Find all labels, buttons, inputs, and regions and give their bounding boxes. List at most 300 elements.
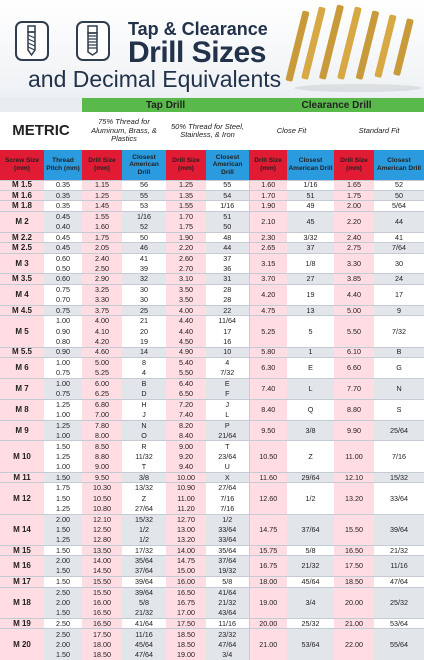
tap-50-drill-cell: 13.00 xyxy=(166,524,206,534)
tap-75-american-cell: 14 xyxy=(122,347,166,357)
tap-75-drill-cell: 10.30 xyxy=(82,483,122,493)
tap-50-american-cell: 44 xyxy=(206,243,249,253)
tap-75-drill-cell: 12.10 xyxy=(82,514,122,524)
screw-size-cell: M 9 xyxy=(0,420,44,441)
tap-75-american-cell: 39 xyxy=(140,263,148,273)
close-fit-american-cell: 45/64 xyxy=(287,577,334,587)
tap-50-drill-cell: 1.75 xyxy=(166,222,206,232)
thread-pitch-cell: 0.35 xyxy=(44,201,82,211)
screw-size-cell: M 2.5 xyxy=(0,243,44,253)
tap-75-american-cell: 53 xyxy=(122,201,166,211)
screw-size-cell: M 10 xyxy=(0,441,44,472)
close-fit-american-cell: E xyxy=(287,357,334,378)
tap-75-drill-cell: 8.50 xyxy=(82,441,122,451)
close-fit-american-cell: 21/32 xyxy=(287,556,334,577)
tap-50-american-cell: 11/16 xyxy=(206,618,249,628)
screw-size-cell: M 12 xyxy=(0,483,44,514)
tap-50-drill-cell: 18.50 xyxy=(166,639,206,649)
tap-50-drill-cell: 4.00 xyxy=(166,305,206,315)
tap-75-drill-cell: 10.80 xyxy=(82,504,122,514)
screw-size-cell: M 11 xyxy=(0,472,44,482)
standard-fit-american-cell: 41 xyxy=(374,232,424,242)
tap-75-american-cell: 39/64 xyxy=(122,577,166,587)
tap-75-american-cell: 35/64 xyxy=(122,556,166,566)
thread-pitch-cell: 1.00 xyxy=(56,430,70,440)
tap-50-american-cell: 50 xyxy=(223,221,232,231)
standard-fit-american-cell: 50 xyxy=(374,190,424,200)
tap-50-american-cell: 33/64 xyxy=(218,524,237,534)
screw-size-cell: M 17 xyxy=(0,577,44,587)
standard-fit-american-cell: 17 xyxy=(374,284,424,305)
tap-75-drill-cell: 12.80 xyxy=(82,535,122,545)
tap-50-american-cell: 54 xyxy=(206,190,249,200)
standard-fit-american-cell: 52 xyxy=(374,180,424,190)
thread-pitch-cell: 0.35 xyxy=(44,180,82,190)
tap-50-drill-cell: 7.40 xyxy=(166,410,206,420)
thread-pitch-cell: 1.25 xyxy=(56,535,70,545)
tap-50-american-cell: 7/16 xyxy=(220,503,235,513)
tap-75-drill-cell: 4.20 xyxy=(82,337,122,347)
thread-pitch-cell: 0.70 xyxy=(56,295,70,305)
thread-pitch-cell: 1.50 xyxy=(44,577,82,587)
standard-fit-drill-cell: 20.00 xyxy=(334,587,374,618)
tap-50-drill-cell: 11.00 xyxy=(166,493,206,503)
standard-fit-drill-cell: 1.65 xyxy=(334,180,374,190)
tap-75-american-cell: 37/64 xyxy=(135,566,153,576)
tap-50-drill-cell: 4.40 xyxy=(166,326,206,336)
tap-50-american-cell: 31 xyxy=(206,274,249,284)
standard-fit-drill-cell: 2.40 xyxy=(334,232,374,242)
thread-pitch-cell: 0.90 xyxy=(44,347,82,357)
close-fit-american-cell: 19 xyxy=(287,284,334,305)
close-fit-american-cell: 37/64 xyxy=(287,514,334,545)
screw-size-cell: M 4.5 xyxy=(0,305,44,315)
tap-75-label: 75% Thread for Aluminum, Brass, & Plastics xyxy=(82,112,166,150)
tap-75-american-cell: 13/32 xyxy=(122,483,166,493)
tap-50-american-cell: 27/64 xyxy=(206,483,249,493)
close-fit-drill-cell: 12.60 xyxy=(249,483,287,514)
thread-pitch-cell: 0.75 xyxy=(44,305,82,315)
table-row xyxy=(0,577,424,587)
standard-fit-american-cell: G xyxy=(374,357,424,378)
thread-pitch-cell: 1.50 xyxy=(56,524,70,534)
thread-pitch-cell: 0.45 xyxy=(44,211,82,221)
tap-50-american-cell: 23/32 xyxy=(206,629,249,639)
close-fit-american-cell: 3/8 xyxy=(287,420,334,441)
screw-size-cell: M 5.5 xyxy=(0,347,44,357)
tap-50-drill-cell: 1.35 xyxy=(166,190,206,200)
close-fit-american-cell: Z xyxy=(287,441,334,472)
col-closest-american-std: Closest American Drill xyxy=(374,150,424,180)
thread-pitch-cell: 1.50 xyxy=(44,545,82,555)
tap-50-american-cell: 37/64 xyxy=(206,556,249,566)
close-fit-drill-cell: 1.60 xyxy=(249,180,287,190)
tap-50-drill-cell: 14.00 xyxy=(166,545,206,555)
thread-pitch-cell: 1.50 xyxy=(44,441,82,451)
close-fit-drill-cell: 20.00 xyxy=(249,618,287,628)
standard-fit-american-cell: S xyxy=(374,399,424,420)
tap-50-american-cell: J xyxy=(206,399,249,409)
tap-75-drill-cell: 3.30 xyxy=(82,295,122,305)
standard-fit-american-cell: 25/64 xyxy=(374,420,424,441)
tap-75-drill-cell: 1.45 xyxy=(82,201,122,211)
tap-50-american-cell: F xyxy=(225,388,230,398)
tap-50-drill-cell: 3.50 xyxy=(166,284,206,294)
tap-75-american-cell: D xyxy=(141,388,147,398)
tap-50-american-cell: 17 xyxy=(223,326,232,336)
tap-75-american-cell: 4 xyxy=(142,368,146,378)
table-body xyxy=(0,180,424,660)
tap-50-american-cell: 41/64 xyxy=(206,587,249,597)
close-fit-american-cell: 53/64 xyxy=(287,629,334,660)
tap-50-american-cell: 51 xyxy=(206,211,249,221)
table-row xyxy=(0,305,424,315)
tap-50-drill-cell: 9.20 xyxy=(166,451,206,461)
tap-75-american-cell: 45/64 xyxy=(135,639,153,649)
close-fit-drill-cell: 2.65 xyxy=(249,243,287,253)
table-row xyxy=(0,201,424,211)
tap-50-drill-cell: 7.20 xyxy=(166,399,206,409)
standard-fit-american-cell: 30 xyxy=(374,253,424,274)
tap-50-american-cell: 21/64 xyxy=(218,430,237,440)
close-fit-american-cell: 1 xyxy=(287,347,334,357)
tap-50-drill-cell: 1.25 xyxy=(166,180,206,190)
standard-fit-drill-cell: 8.80 xyxy=(334,399,374,420)
standard-fit-american-cell: 47/64 xyxy=(374,577,424,587)
close-fit-drill-cell: 16.75 xyxy=(249,556,287,577)
thread-pitch-cell: 2.50 xyxy=(44,629,82,639)
tap-50-american-cell: 3/4 xyxy=(222,650,233,660)
tap-75-american-cell: 30 xyxy=(122,284,166,294)
tap-75-american-cell: 15/32 xyxy=(122,514,166,524)
tap-50-drill-cell: 12.70 xyxy=(166,514,206,524)
thread-pitch-cell: 1.00 xyxy=(44,378,82,388)
tap-50-drill-cell: 2.60 xyxy=(166,253,206,263)
col-thread-pitch: Thread Pitch (mm) xyxy=(44,150,82,180)
standard-fit-drill-cell: 2.75 xyxy=(334,243,374,253)
screw-size-cell: M 7 xyxy=(0,378,44,399)
thread-pitch-cell: 2.00 xyxy=(56,597,70,607)
col-drill-size-75: Drill Size (mm) xyxy=(82,150,122,180)
standard-fit-drill-cell: 11.00 xyxy=(334,441,374,472)
thread-pitch-cell: 0.75 xyxy=(44,284,82,294)
tap-75-american-cell: 20 xyxy=(140,326,148,336)
tap-50-american-cell: 11/64 xyxy=(206,316,249,326)
tap-50-american-cell: 48 xyxy=(206,232,249,242)
table-row xyxy=(0,284,424,294)
standard-fit-american-cell: N xyxy=(374,378,424,399)
tap-75-american-cell: B xyxy=(122,378,166,388)
tap-75-american-cell: H xyxy=(122,399,166,409)
tap-75-drill-cell: 5.25 xyxy=(82,368,122,378)
col-screw-size: Screw Size (mm) xyxy=(0,150,44,180)
tap-75-american-cell: O xyxy=(141,430,147,440)
table-row xyxy=(0,316,424,326)
standard-fit-drill-cell: 5.50 xyxy=(334,316,374,347)
screw-size-cell: M 4 xyxy=(0,284,44,305)
thread-pitch-cell: 1.00 xyxy=(56,409,70,419)
close-fit-drill-cell: 5.80 xyxy=(249,347,287,357)
screw-size-cell: M 14 xyxy=(0,514,44,545)
tap-75-american-cell: 50 xyxy=(122,232,166,242)
standard-fit-drill-cell: 2.00 xyxy=(334,201,374,211)
close-fit-drill-cell: 7.40 xyxy=(249,378,287,399)
tap-50-drill-cell: 8.20 xyxy=(166,420,206,430)
tap-75-drill-cell: 4.10 xyxy=(82,326,122,336)
tap-75-american-cell: 27/64 xyxy=(135,503,153,513)
tap-75-american-cell: 39/64 xyxy=(122,587,166,597)
tap-75-american-cell: 56 xyxy=(122,180,166,190)
thread-pitch-cell: 0.75 xyxy=(56,368,70,378)
tap-75-american-cell: 41/64 xyxy=(122,618,166,628)
thread-pitch-cell: 2.00 xyxy=(56,639,70,649)
tap-50-american-cell: 55 xyxy=(206,180,249,190)
col-closest-american-75: Closest American Drill xyxy=(122,150,166,180)
tap-75-drill-cell: 5.00 xyxy=(82,357,122,367)
tap-50-drill-cell: 18.50 xyxy=(166,629,206,639)
tap-75-american-cell: 46 xyxy=(122,243,166,253)
table-row xyxy=(0,357,424,367)
thread-pitch-cell: 0.60 xyxy=(44,274,82,284)
close-fit-drill-cell: 3.15 xyxy=(249,253,287,274)
close-fit-american-cell: L xyxy=(287,378,334,399)
tap-75-drill-cell: 1.55 xyxy=(82,211,122,221)
screw-size-cell: M 3 xyxy=(0,253,44,274)
close-fit-drill-cell: 3.70 xyxy=(249,274,287,284)
tap-50-drill-cell: 4.50 xyxy=(166,337,206,347)
thread-pitch-cell: 0.60 xyxy=(44,253,82,263)
tap-50-drill-cell: 17.50 xyxy=(166,618,206,628)
tap-75-american-cell: 1/2 xyxy=(139,535,149,545)
tap-75-american-cell: 55 xyxy=(122,190,166,200)
tap-75-drill-cell: 2.50 xyxy=(82,264,122,274)
tap-75-drill-cell: 1.75 xyxy=(82,232,122,242)
standard-fit-american-cell: 15/32 xyxy=(374,472,424,482)
tap-75-drill-cell: 1.60 xyxy=(82,222,122,232)
standard-fit-american-cell: 9 xyxy=(374,305,424,315)
standard-fit-american-cell: 7/16 xyxy=(374,441,424,472)
tap-50-drill-cell: 10.00 xyxy=(166,472,206,482)
thread-pitch-cell: 1.25 xyxy=(56,451,70,461)
tap-50-american-cell: 47/64 xyxy=(218,639,237,649)
thread-pitch-cell: 2.00 xyxy=(44,556,82,566)
standard-fit-label: Standard Fit xyxy=(334,112,424,150)
tap-75-drill-cell: 16.00 xyxy=(82,598,122,608)
standard-fit-drill-cell: 4.40 xyxy=(334,284,374,305)
standard-fit-drill-cell: 15.50 xyxy=(334,514,374,545)
tap-75-drill-cell: 15.50 xyxy=(82,577,122,587)
table-row xyxy=(0,274,424,284)
close-fit-drill-cell: 11.60 xyxy=(249,472,287,482)
tap-50-american-cell: E xyxy=(206,378,249,388)
thread-pitch-cell: 0.90 xyxy=(56,326,70,336)
close-fit-american-cell: 5/8 xyxy=(287,545,334,555)
tap-50-drill-cell: 2.20 xyxy=(166,243,206,253)
standard-fit-american-cell: 39/64 xyxy=(374,514,424,545)
tap-50-american-cell: U xyxy=(224,462,230,472)
tap-50-american-cell: 5/8 xyxy=(206,577,249,587)
tap-50-drill-cell: 4.40 xyxy=(166,316,206,326)
tap-50-drill-cell: 8.40 xyxy=(166,431,206,441)
close-fit-drill-cell: 1.90 xyxy=(249,201,287,211)
tap-50-american-cell: X xyxy=(206,472,249,482)
close-fit-american-cell: 1/2 xyxy=(287,483,334,514)
tap-50-american-cell: L xyxy=(225,409,230,419)
tap-50-american-cell: 16 xyxy=(223,336,232,346)
tap-50-american-cell: 22 xyxy=(206,305,249,315)
close-fit-drill-cell: 2.30 xyxy=(249,232,287,242)
tap-75-american-cell: 3/8 xyxy=(122,472,166,482)
close-fit-label: Close Fit xyxy=(249,112,334,150)
tap-75-drill-cell: 9.50 xyxy=(82,472,122,482)
table-row xyxy=(0,483,424,493)
tap-75-drill-cell: 14.00 xyxy=(82,556,122,566)
tap-75-american-cell: N xyxy=(122,420,166,430)
standard-fit-drill-cell: 21.00 xyxy=(334,618,374,628)
tap-50-american-cell: 21/32 xyxy=(218,597,237,607)
tap-75-drill-cell: 3.25 xyxy=(82,284,122,294)
thread-pitch-cell: 0.40 xyxy=(56,221,70,231)
title-line-3: and Decimal Equivalents xyxy=(28,66,282,92)
title-line-2: Drill Sizes xyxy=(128,36,266,69)
tap-50-drill-cell: 16.50 xyxy=(166,587,206,597)
standard-fit-american-cell: 53/64 xyxy=(374,618,424,628)
tap-50-drill-cell: 2.70 xyxy=(166,264,206,274)
tap-75-drill-cell: 14.50 xyxy=(82,566,122,576)
tap-75-american-cell: 25 xyxy=(122,305,166,315)
tap-50-drill-cell: 4.90 xyxy=(166,347,206,357)
close-fit-drill-cell: 19.00 xyxy=(249,587,287,618)
close-fit-american-cell: 25/32 xyxy=(287,618,334,628)
tap-50-american-cell: 23/64 xyxy=(218,451,237,461)
tap-50-american-cell: 19/32 xyxy=(218,566,237,576)
screw-size-cell: M 19 xyxy=(0,618,44,628)
standard-fit-drill-cell: 3.85 xyxy=(334,274,374,284)
tap-50-drill-cell: 5.40 xyxy=(166,357,206,367)
tap-75-drill-cell: 18.00 xyxy=(82,639,122,649)
thread-pitch-cell: 0.80 xyxy=(56,336,70,346)
close-fit-american-cell: 29/64 xyxy=(287,472,334,482)
tap-75-drill-cell: 18.50 xyxy=(82,650,122,660)
thread-pitch-cell: 1.25 xyxy=(56,503,70,513)
standard-fit-american-cell: 11/16 xyxy=(374,556,424,577)
standard-fit-drill-cell: 1.75 xyxy=(334,190,374,200)
tap-75-american-cell: 21 xyxy=(122,316,166,326)
table-row xyxy=(0,378,424,388)
tap-75-american-cell: 32 xyxy=(122,274,166,284)
close-fit-american-cell: 49 xyxy=(287,201,334,211)
screw-size-cell: M 1.8 xyxy=(0,201,44,211)
tap-50-american-cell: 7/16 xyxy=(220,493,235,503)
standard-fit-drill-cell: 7.70 xyxy=(334,378,374,399)
standard-fit-drill-cell: 2.20 xyxy=(334,211,374,232)
tap-50-drill-cell: 3.10 xyxy=(166,274,206,284)
tap-50-drill-cell: 16.00 xyxy=(166,577,206,587)
close-fit-american-cell: 5 xyxy=(287,316,334,347)
tap-50-drill-cell: 15.00 xyxy=(166,566,206,576)
close-fit-american-cell: 51 xyxy=(287,190,334,200)
screw-size-cell: M 2.2 xyxy=(0,232,44,242)
tap-75-american-cell: R xyxy=(122,441,166,451)
tap-50-american-cell: 7/32 xyxy=(220,368,235,378)
tap-50-drill-cell: 1.55 xyxy=(166,201,206,211)
table-row xyxy=(0,629,424,639)
close-fit-american-cell: 3/32 xyxy=(287,232,334,242)
tap-75-drill-cell: 2.05 xyxy=(82,243,122,253)
tap-50-american-cell: 4 xyxy=(206,357,249,367)
standard-fit-drill-cell: 6.10 xyxy=(334,347,374,357)
tap-50-american-cell: T xyxy=(206,441,249,451)
tap-75-american-cell: 5/8 xyxy=(139,597,149,607)
tap-75-drill-cell: 1.15 xyxy=(82,180,122,190)
table-row xyxy=(0,243,424,253)
thread-pitch-cell: 1.25 xyxy=(44,399,82,409)
table-row xyxy=(0,399,424,409)
standard-fit-american-cell: 7/64 xyxy=(374,243,424,253)
close-fit-american-cell: 27 xyxy=(287,274,334,284)
tap-50-american-cell: 1/16 xyxy=(206,201,249,211)
tap-75-american-cell: 8 xyxy=(122,357,166,367)
clearance-drill-header: Clearance Drill xyxy=(249,98,424,112)
standard-fit-drill-cell: 16.50 xyxy=(334,545,374,555)
tap-75-drill-cell: 15.50 xyxy=(82,587,122,597)
close-fit-american-cell: Q xyxy=(287,399,334,420)
tap-75-drill-cell: 17.50 xyxy=(82,629,122,639)
thread-pitch-cell: 1.75 xyxy=(44,483,82,493)
table-row xyxy=(0,190,424,200)
thread-pitch-cell: 1.00 xyxy=(44,316,82,326)
screw-size-cell: M 5 xyxy=(0,316,44,347)
standard-fit-american-cell: 44 xyxy=(374,211,424,232)
table-row xyxy=(0,211,424,221)
close-fit-drill-cell: 6.30 xyxy=(249,357,287,378)
tap-50-american-cell: 1/2 xyxy=(206,514,249,524)
standard-fit-drill-cell: 22.00 xyxy=(334,629,374,660)
tap-75-drill-cell: 6.80 xyxy=(82,399,122,409)
thread-pitch-cell: 1.00 xyxy=(56,462,70,472)
tap-75-drill-cell: 10.50 xyxy=(82,493,122,503)
standard-fit-american-cell: 21/32 xyxy=(374,545,424,555)
tap-75-american-cell: 1/16 xyxy=(122,211,166,221)
tap-50-drill-cell: 19.00 xyxy=(166,650,206,660)
standard-fit-american-cell: 24 xyxy=(374,274,424,284)
close-fit-drill-cell: 15.75 xyxy=(249,545,287,555)
close-fit-american-cell: 37 xyxy=(287,243,334,253)
tap-75-drill-cell: 8.80 xyxy=(82,451,122,461)
col-drill-size-close: Drill Size (mm) xyxy=(249,150,287,180)
tap-75-american-cell: 30 xyxy=(140,295,148,305)
thread-pitch-cell: 0.45 xyxy=(44,243,82,253)
tap-50-american-cell: 10 xyxy=(206,347,249,357)
close-fit-drill-cell: 18.00 xyxy=(249,577,287,587)
tap-50-drill-cell: 9.40 xyxy=(166,462,206,472)
tap-50-american-cell: 28 xyxy=(206,284,249,294)
tap-50-american-cell: 43/64 xyxy=(218,608,237,618)
tap-icon xyxy=(76,21,110,61)
tap-75-drill-cell: 13.50 xyxy=(82,545,122,555)
standard-fit-american-cell: 33/64 xyxy=(374,483,424,514)
screw-size-cell: M 2 xyxy=(0,211,44,232)
tap-75-drill-cell: 7.00 xyxy=(82,410,122,420)
tap-drill-header: Tap Drill xyxy=(82,98,249,112)
tap-50-drill-cell: 6.40 xyxy=(166,378,206,388)
table-row xyxy=(0,347,424,357)
screw-size-cell: M 18 xyxy=(0,587,44,618)
metric-label: METRIC xyxy=(0,112,82,150)
title-line-1: Tap & Clearance xyxy=(128,19,268,39)
tap-50-label: 50% Thread for Steel, Stainless, & Iron xyxy=(166,112,249,150)
tap-75-drill-cell: 3.75 xyxy=(82,305,122,315)
